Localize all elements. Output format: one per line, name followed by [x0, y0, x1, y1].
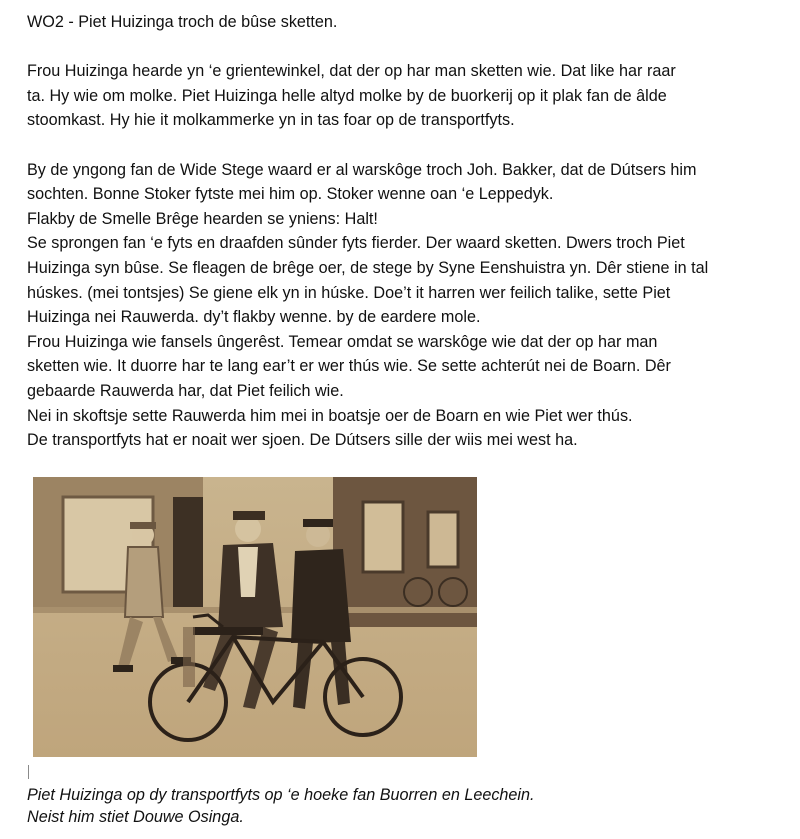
text-line: Flakby de Smelle Brêge hearden se yniens: Halt! — [27, 209, 378, 228]
caption-line: Piet Huizinga op dy transportfyts op ‘e hoeke fan Buorren en Leechein. — [27, 786, 535, 804]
douwe-cap — [303, 519, 333, 527]
piet-shirt — [238, 547, 258, 597]
photo-illustration — [33, 477, 477, 757]
text-line: De transportfyts hat er noait wer sjoen. De Dútsers sille der wiis mei west ha. — [27, 431, 578, 450]
text-line: Huizinga syn bûse. Se fleagen de brêge oer, de stege by Syne Eenshuistra yn. Dêr stiene in tal — [27, 258, 709, 277]
text-line: sketten wie. It duorre har te lang ear’t er wer thús wie. Se sette achterút nei de Boarn. Dêr — [27, 357, 671, 376]
shoe — [113, 665, 133, 672]
text-line: By de yngong fan de Wide Stege waard er al warskôge troch Joh. Bakker, dat de Dútsers him — [27, 160, 697, 179]
building-window — [428, 512, 458, 567]
historic-photo — [33, 477, 477, 757]
document-body — [27, 10, 787, 453]
text-line: Se sprongen fan ‘e fyts en draafden sûnder fyts fierder. Der waard sketten. Dwers troch Piet — [27, 234, 685, 253]
shadow — [183, 627, 195, 687]
cap — [130, 522, 156, 529]
paragraph-story — [27, 158, 787, 453]
text-line: Huizinga nei Rauwerda. dy’t flakby wenne. by de eardere mole. — [27, 308, 481, 327]
paragraph-milk — [27, 59, 787, 133]
caption-line: Neist him stiet Douwe Osinga. — [27, 808, 244, 826]
person-left-coat — [125, 547, 163, 617]
text-line: stoomkast. Hy hie it molkammerke yn in tas foar op de transportfyts. — [27, 111, 515, 130]
text-line: húskes. (mei tontsjes) Se giene elk yn in húske. Doe’t it harren wer feilich talike, sette Piet — [27, 283, 671, 302]
photo-caption — [27, 784, 535, 828]
piet-cap — [233, 511, 265, 520]
caption-marker — [28, 765, 29, 779]
text-line: Frou Huizinga wie fansels ûngerêst. Temear omdat se warskôge wie dat der op har man — [27, 332, 658, 351]
shop-door — [173, 497, 203, 607]
text-line: Nei in skoftsje sette Rauwerda him mei in boatsje oer de Boarn en wie Piet wer thús. — [27, 406, 633, 425]
text-line: sochten. Bonne Stoker fytste mei him op. Stoker wenne oan ‘e Leppedyk. — [27, 185, 554, 204]
building-window — [363, 502, 403, 572]
douwe-coat — [291, 549, 351, 643]
text-line: gebaarde Rauwerda har, dat Piet feilich wie. — [27, 381, 344, 400]
bike-front-rack — [193, 627, 263, 635]
text-line: Frou Huizinga hearde yn ‘e grientewinkel, dat der op har man sketten wie. Dat like har raar — [27, 62, 676, 81]
text-line: ta. Hy wie om molke. Piet Huizinga helle altyd molke by de buorkerij op it plak fan de âlde — [27, 86, 667, 105]
document-title: WO2 - Piet Huizinga troch de bûse sketten. — [27, 13, 338, 31]
